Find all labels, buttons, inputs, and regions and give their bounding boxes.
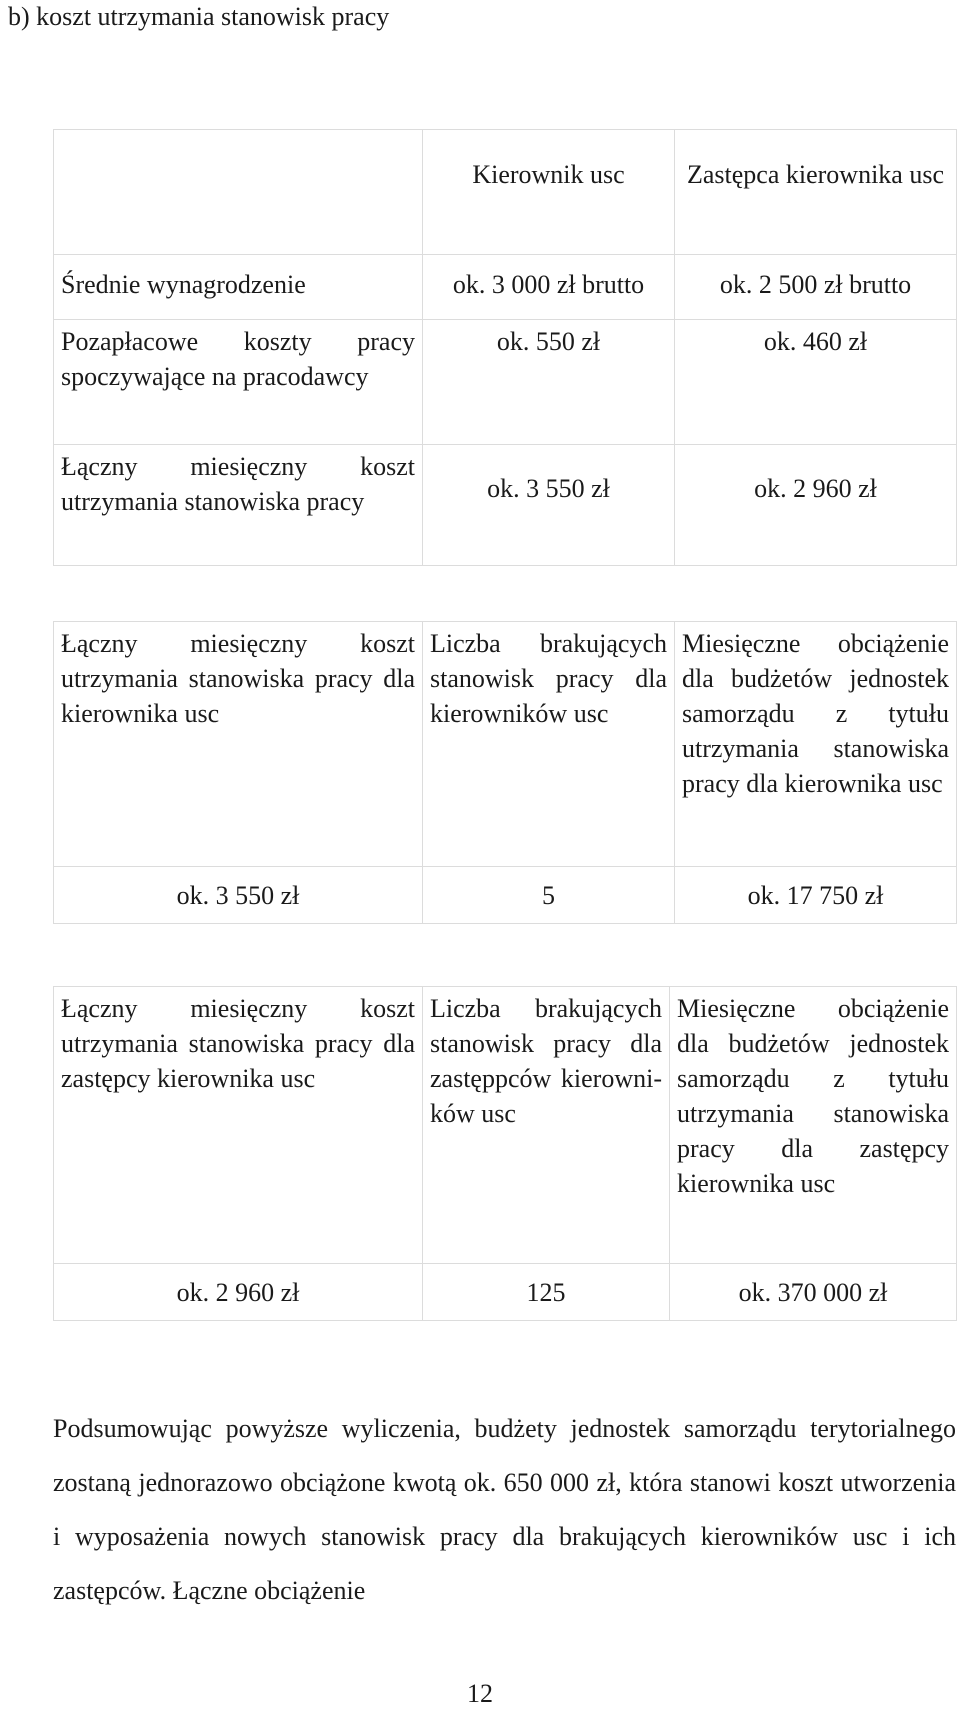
row-label: Pozapłacowe koszty pracy spoczywające na pracodawcy xyxy=(54,320,423,445)
deputy-cost-table xyxy=(53,986,957,1321)
table-header-row xyxy=(54,987,957,1264)
table-cell: ok. 3 550 zł xyxy=(54,867,423,924)
row-label: Średnie wynagrodzenie xyxy=(54,255,423,320)
table-row xyxy=(54,1264,957,1321)
table-cell: ok. 550 zł xyxy=(423,320,675,445)
table-cell: ok. 2 960 zł xyxy=(54,1264,423,1321)
table-cell: 5 xyxy=(423,867,675,924)
column-header: Miesięczne obciążenie dla budżetów jednostek samorządu z tytułu utrzymania stanowiska pracy dla zastępcy kierownika usc xyxy=(670,987,957,1264)
column-header: Liczba brakujących stanowisk pracy dla kierowników usc xyxy=(423,622,675,867)
manager-cost-table xyxy=(53,621,957,924)
table-cell: ok. 3 000 zł brutto xyxy=(423,255,675,320)
column-header: Zastępca kierownika usc xyxy=(675,130,957,255)
table-cell: ok. 3 550 zł xyxy=(423,445,675,566)
column-header: Kierownik usc xyxy=(423,130,675,255)
column-header: Miesięczne obciążenie dla budżetów jednostek samorządu z tytułu utrzymania stanowiska pracy dla kierownika usc xyxy=(675,622,957,867)
table-cell: ok. 460 zł xyxy=(675,320,957,445)
table-cell: ok. 17 750 zł xyxy=(675,867,957,924)
section-heading: b) koszt utrzymania stanowisk pracy xyxy=(8,2,390,31)
page-number: 12 xyxy=(467,1679,493,1708)
column-header: Łączny miesięczny koszt utrzymania stanowiska pracy dla kierownika usc xyxy=(54,622,423,867)
table-header-row xyxy=(54,622,957,867)
table-row xyxy=(54,445,957,566)
cost-table xyxy=(53,129,957,566)
table-cell: ok. 2 960 zł xyxy=(675,445,957,566)
table-cell: ok. 2 500 zł brutto xyxy=(675,255,957,320)
table-header-row xyxy=(54,130,957,255)
table-row xyxy=(54,255,957,320)
row-label: Łączny miesięczny koszt utrzymania stanowiska pracy xyxy=(54,445,423,566)
summary-paragraph: Podsumowując powyższe wyliczenia, budżety jednostek samorządu terytorialnego zostaną jednorazowo obciążone kwotą ok. 650 000 zł, która stanowi koszt utworzenia i wyposażenia nowych stanowisk pracy dla brakujących kierowników usc i ich zastępców. Łączne obciążenie xyxy=(53,1414,956,1605)
table-row xyxy=(54,320,957,445)
table-cell: 125 xyxy=(423,1264,670,1321)
column-header: Liczba brakujących stanowisk pracy dla zastęppców kierowników usc xyxy=(423,987,670,1264)
column-header: Łączny miesięczny koszt utrzymania stanowiska pracy dla zastępcy kierownika usc xyxy=(54,987,423,1264)
table-cell xyxy=(54,130,423,255)
table-row xyxy=(54,867,957,924)
table-cell: ok. 370 000 zł xyxy=(670,1264,957,1321)
